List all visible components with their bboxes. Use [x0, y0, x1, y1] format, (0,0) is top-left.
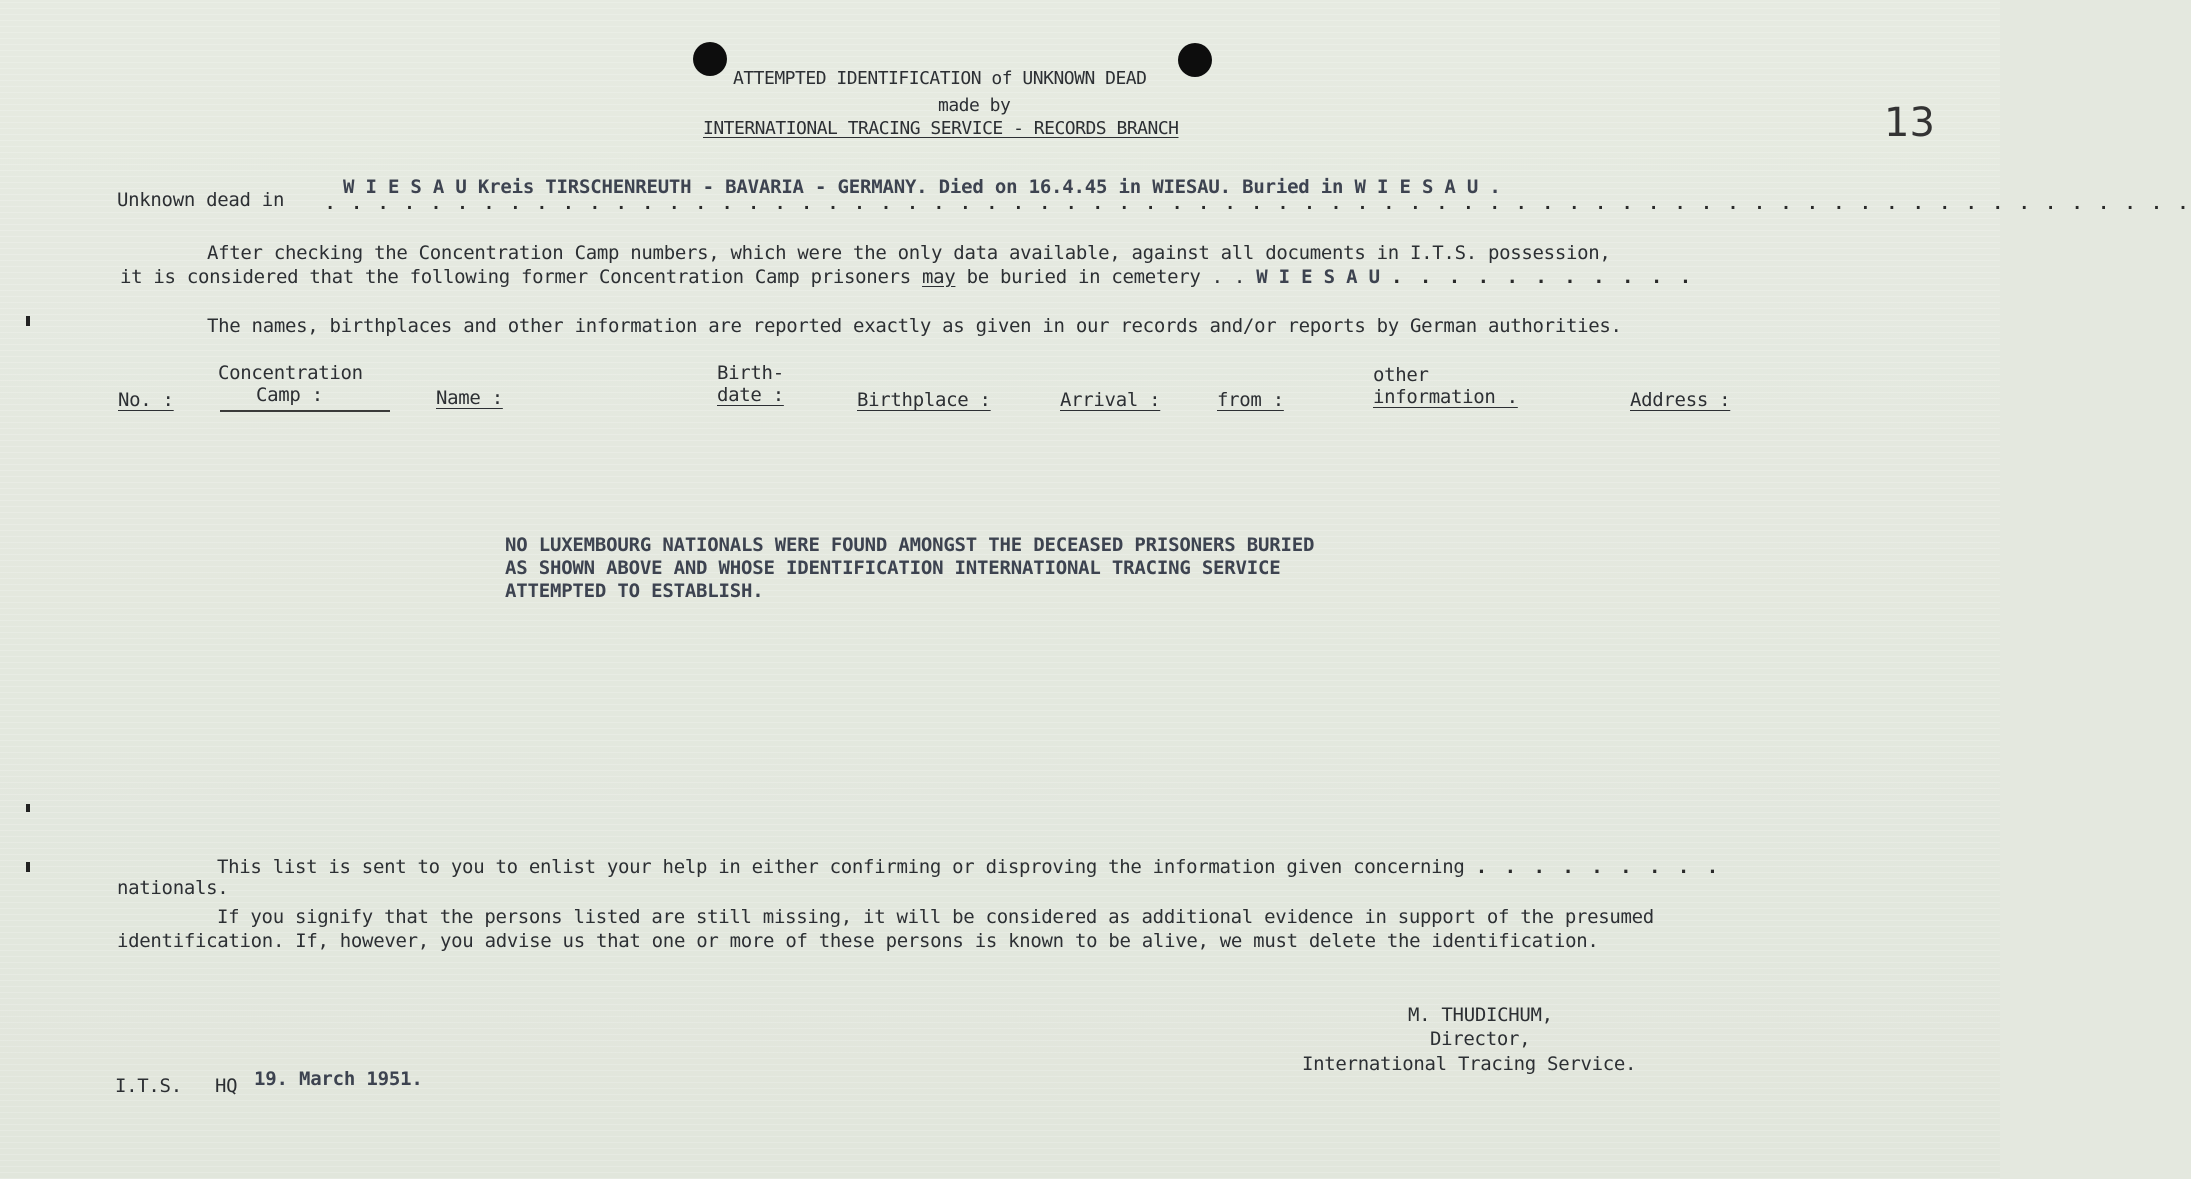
col-header-camp-top: Concentration: [218, 362, 363, 384]
notice-line-3: ATTEMPTED TO ESTABLISH.: [505, 580, 764, 602]
col-header-from: [1217, 389, 1284, 411]
signatory-title: Director,: [1430, 1028, 1531, 1050]
col-header-address-label: Address :: [1630, 389, 1731, 411]
location-dotted-leader: . . . . . . . . . . . . . . . . . . . . . . . . . . . . . . . . . . . . . . . . . . . . . . . . . . . . . . . . . . . . . . . . . . . . . . .: [325, 194, 2191, 214]
col-header-birthplace-label: Birthplace :: [857, 389, 991, 411]
col-header-address: [1630, 389, 1730, 411]
col-header-camp: [218, 362, 363, 406]
document-issuer: INTERNATIONAL TRACING SERVICE - RECORDS BRANCH: [703, 118, 1179, 139]
col-header-from-label: from :: [1217, 389, 1284, 411]
footer-date: 19. March 1951.: [254, 1068, 423, 1090]
col-header-birthdate: [717, 362, 784, 406]
document-title: ATTEMPTED IDENTIFICATION of UNKNOWN DEAD: [733, 68, 1147, 89]
closing-p1-text: This list is sent to you to enlist your help in either confirming or disproving the information given concerning: [217, 856, 1465, 878]
intro-line-2a: it is considered that the following former Concentration Camp prisoners: [120, 266, 911, 288]
closing-p1-line-2: nationals.: [117, 877, 229, 899]
intro-line-3: The names, birthplaces and other information are reported exactly as given in our records and/or reports by German authorities.: [207, 315, 1622, 337]
edge-mark: [26, 862, 30, 872]
col-header-other: [1373, 364, 1518, 408]
col-header-no-label: No. :: [118, 389, 174, 411]
col-header-arrival-label: Arrival :: [1060, 389, 1161, 411]
location-label: Unknown dead in: [117, 189, 285, 211]
col-header-birthdate-top: Birth-: [717, 362, 784, 384]
col-header-birthdate-bot: date :: [717, 384, 784, 406]
footer-org: I.T.S.: [115, 1075, 182, 1097]
col-header-camp-underline: [220, 410, 390, 412]
notice-line-2: AS SHOWN ABOVE AND WHOSE IDENTIFICATION INTERNATIONAL TRACING SERVICE: [505, 557, 1281, 579]
notice-line-1: NO LUXEMBOURG NATIONALS WERE FOUND AMONGST THE DECEASED PRISONERS BURIED: [505, 534, 1315, 556]
col-header-birthplace: [857, 389, 991, 411]
punch-hole-left: [693, 42, 727, 76]
intro-line-2b: be buried in cemetery . .: [966, 266, 1246, 288]
signatory-name: M. THUDICHUM,: [1408, 1004, 1553, 1026]
footer-hq: HQ: [215, 1075, 238, 1097]
col-header-other-bot: information .: [1373, 386, 1518, 408]
col-header-name: [436, 387, 503, 409]
document-subtitle: made by: [938, 95, 1011, 116]
col-header-no: [118, 389, 174, 411]
intro-may: may: [922, 266, 956, 288]
col-header-name-label: Name :: [436, 387, 503, 409]
col-header-other-top: other: [1373, 364, 1429, 386]
closing-p1-line-1: [217, 856, 1721, 878]
cemetery-dotted-leader: . . . . . . . . . . .: [1390, 266, 1695, 288]
signatory-org: International Tracing Service.: [1302, 1053, 1637, 1075]
punch-hole-right: [1178, 43, 1212, 77]
intro-line-1: After checking the Concentration Camp numbers, which were the only data available, against all documents in I.T.S. possession,: [207, 242, 1611, 264]
location-text: W I E S A U Kreis TIRSCHENREUTH - BAVARIA - GERMANY. Died on 16.4.45 in WIESAU. Buried in W I E S A U .: [343, 176, 1501, 198]
closing-p2-line-1: If you signify that the persons listed are still missing, it will be considered as additional evidence in support of the presumed: [217, 906, 1654, 928]
col-header-arrival: [1060, 389, 1160, 411]
col-header-camp-bot: Camp :: [256, 384, 323, 406]
cemetery-name: W I E S A U: [1256, 266, 1380, 288]
closing-p2-line-2: identification. If, however, you advise us that one or more of these persons is known to be alive, we must delete the identification.: [117, 930, 1599, 952]
closing-dotted-leader: . . . . . . . . .: [1475, 856, 1722, 878]
edge-mark: [26, 316, 30, 326]
page-number: 13: [1884, 100, 1935, 146]
edge-mark: [26, 804, 30, 812]
intro-line-2: [120, 266, 1694, 288]
